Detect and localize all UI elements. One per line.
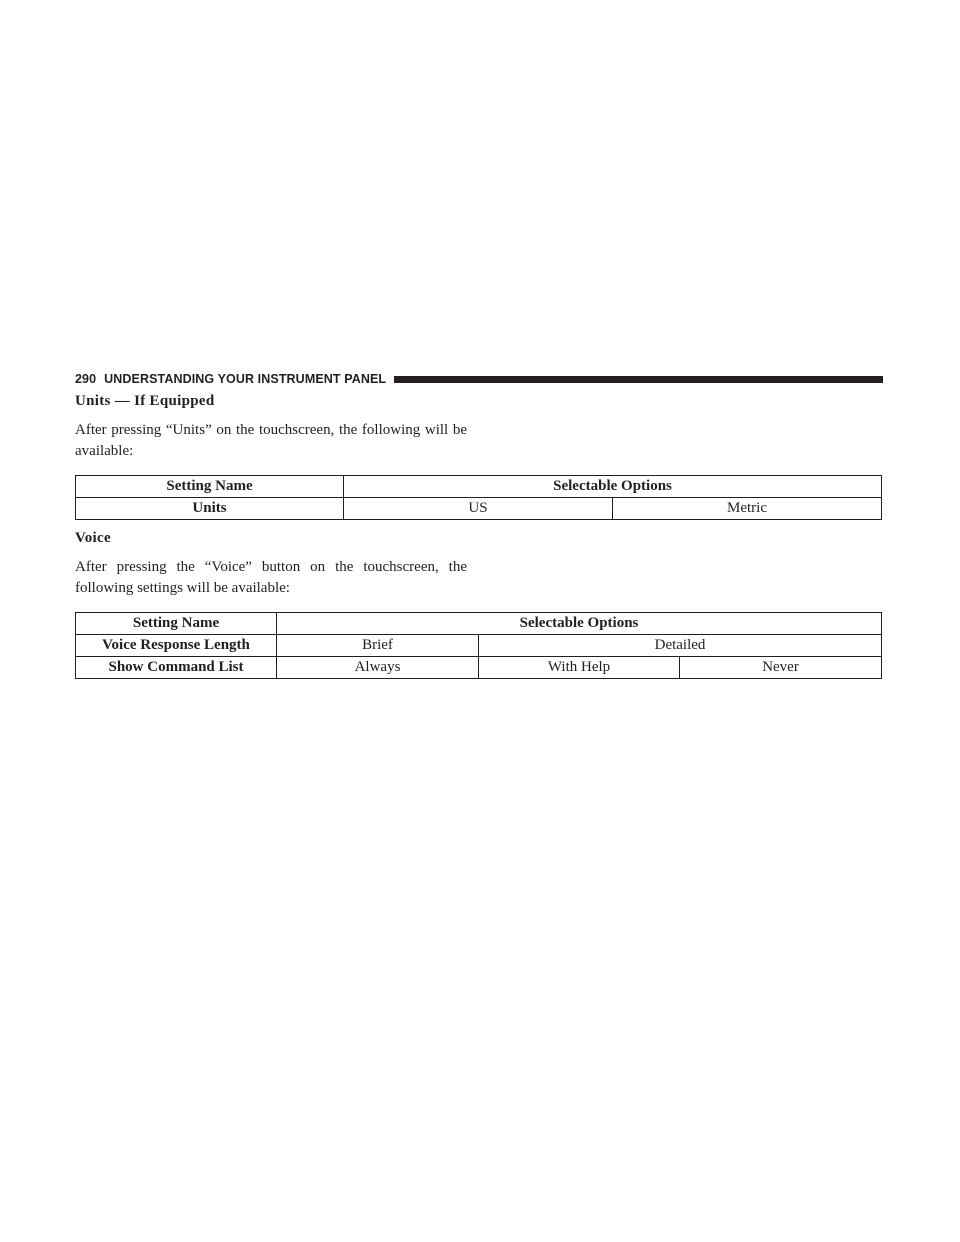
option-cell: Brief xyxy=(277,635,479,657)
table-header-row xyxy=(76,613,882,635)
setting-name: Show Command List xyxy=(76,657,277,679)
setting-name: Voice Response Length xyxy=(76,635,277,657)
option-cell: Metric xyxy=(613,498,882,520)
section-title: UNDERSTANDING YOUR INSTRUMENT PANEL xyxy=(104,372,387,386)
col-selectable-options: Selectable Options xyxy=(277,613,882,635)
units-intro: After pressing “Units” on the touchscreen, the following will be available: xyxy=(75,422,467,459)
voice-table xyxy=(75,612,882,679)
table-header-row xyxy=(76,476,882,498)
units-table xyxy=(75,475,882,520)
page-number: 290 xyxy=(75,372,97,386)
option-cell: Detailed xyxy=(479,635,882,657)
header-rule xyxy=(394,376,883,383)
setting-name: Units xyxy=(76,498,344,520)
col-selectable-options: Selectable Options xyxy=(344,476,882,498)
voice-intro: After pressing the “Voice” button on the touchscreen, the following settings will be available: xyxy=(75,559,467,596)
option-cell: Always xyxy=(277,657,479,679)
units-heading: Units — If Equipped xyxy=(75,393,215,409)
table-row xyxy=(76,657,882,679)
page-header xyxy=(75,371,883,387)
option-cell: With Help xyxy=(479,657,680,679)
col-setting-name: Setting Name xyxy=(76,476,344,498)
table-row xyxy=(76,635,882,657)
voice-heading: Voice xyxy=(75,530,111,546)
option-cell: US xyxy=(344,498,613,520)
col-setting-name: Setting Name xyxy=(76,613,277,635)
option-cell: Never xyxy=(680,657,882,679)
table-row xyxy=(76,498,882,520)
